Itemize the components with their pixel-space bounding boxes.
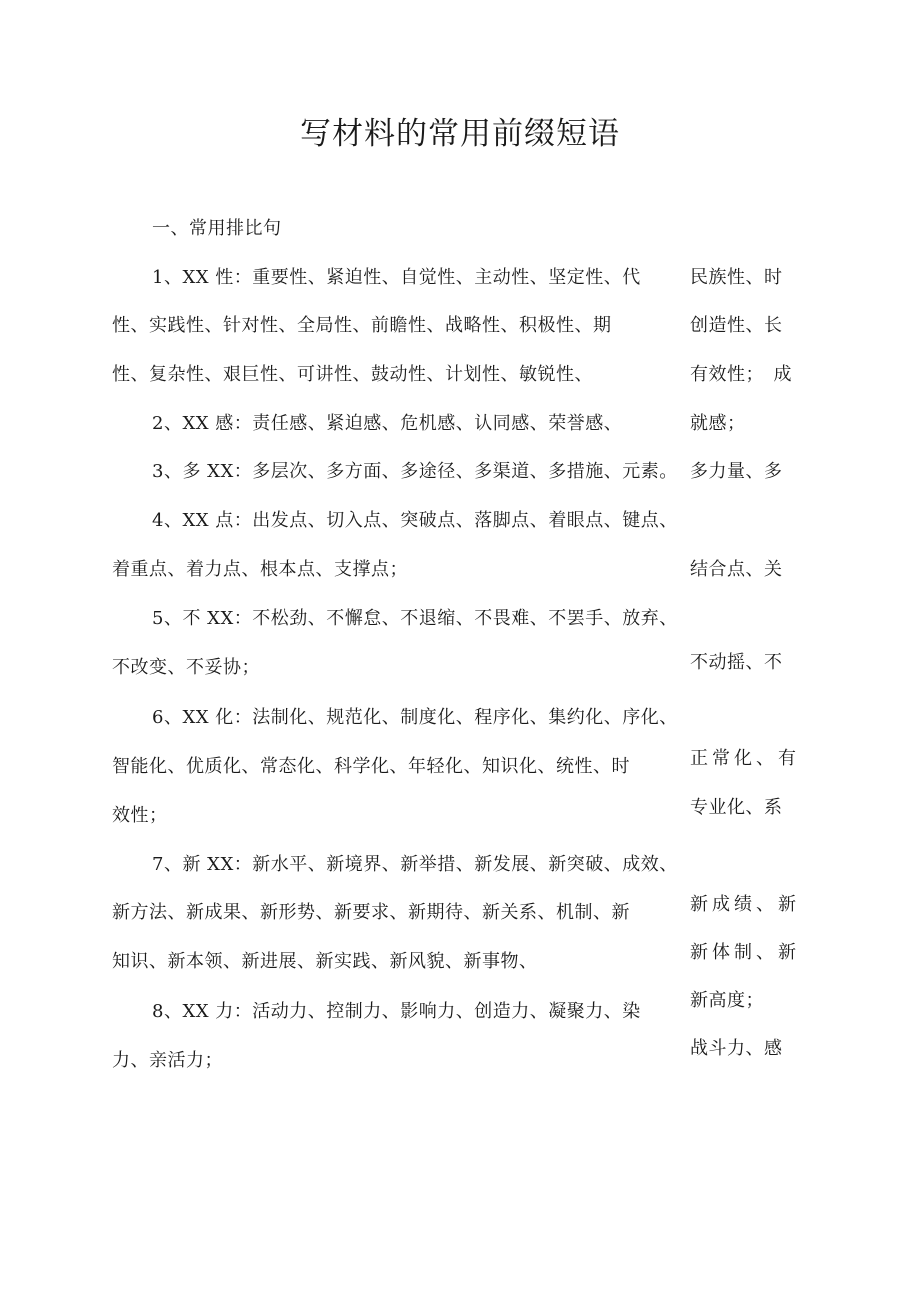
side-fragment: 新成绩、新 — [690, 894, 800, 915]
document-title: 写材料的常用前缀短语 — [300, 116, 620, 152]
side-fragment: 正常化、有 — [690, 748, 800, 769]
side-fragment: 多力量、多 — [690, 461, 783, 482]
body-line: 4、XX 点：出发点、切入点、突破点、落脚点、着眼点、键点、 — [152, 510, 678, 531]
side-fragment: 新高度； — [690, 990, 764, 1011]
body-line: 智能化、优质化、常态化、科学化、年轻化、知识化、统性、时 — [112, 756, 630, 777]
body-line: 力、亲活力； — [112, 1050, 223, 1071]
body-line: 5、不 XX：不松劲、不懈怠、不退缩、不畏难、不罢手、放弃、 — [152, 608, 678, 629]
side-fragment: 不动摇、不 — [690, 652, 783, 673]
body-line: 性、复杂性、艰巨性、可讲性、鼓动性、计划性、敏锐性、 — [112, 364, 593, 385]
side-fragment: 结合点、关 — [690, 559, 783, 580]
body-line: 6、XX 化：法制化、规范化、制度化、程序化、集约化、序化、 — [152, 707, 678, 728]
body-line: 知识、新本领、新进展、新实践、新风貌、新事物、 — [112, 951, 538, 972]
body-line: 3、多 XX：多层次、多方面、多途径、多渠道、多措施、元素。 — [152, 461, 678, 482]
body-line: 着重点、着力点、根本点、支撑点； — [112, 559, 408, 580]
side-fragment: 民族性、时 — [690, 267, 783, 288]
body-line: 2、XX 感：责任感、紧迫感、危机感、认同感、荣誉感、 — [152, 413, 623, 434]
body-line: 7、新 XX：新水平、新境界、新举措、新发展、新突破、成效、 — [152, 854, 678, 875]
side-fragment: 新体制、新 — [690, 942, 800, 963]
side-fragment: 专业化、系 — [690, 797, 783, 818]
body-line: 效性； — [112, 805, 168, 826]
body-line: 新方法、新成果、新形势、新要求、新期待、新关系、机制、新 — [112, 902, 630, 923]
body-line: 8、XX 力：活动力、控制力、影响力、创造力、凝聚力、染 — [152, 1001, 641, 1022]
side-fragment: 战斗力、感 — [690, 1038, 783, 1059]
section-heading: 一、常用排比句 — [152, 218, 282, 239]
side-fragment: 创造性、长 — [690, 315, 783, 336]
body-line: 性、实践性、针对性、全局性、前瞻性、战略性、积极性、期 — [112, 315, 612, 336]
side-fragment: 就感； — [690, 413, 746, 434]
side-fragment: 有效性； 成 — [690, 364, 792, 385]
body-line: 不改变、不妥协； — [112, 657, 260, 678]
body-line: 1、XX 性：重要性、紧迫性、自觉性、主动性、坚定性、代 — [152, 267, 641, 288]
